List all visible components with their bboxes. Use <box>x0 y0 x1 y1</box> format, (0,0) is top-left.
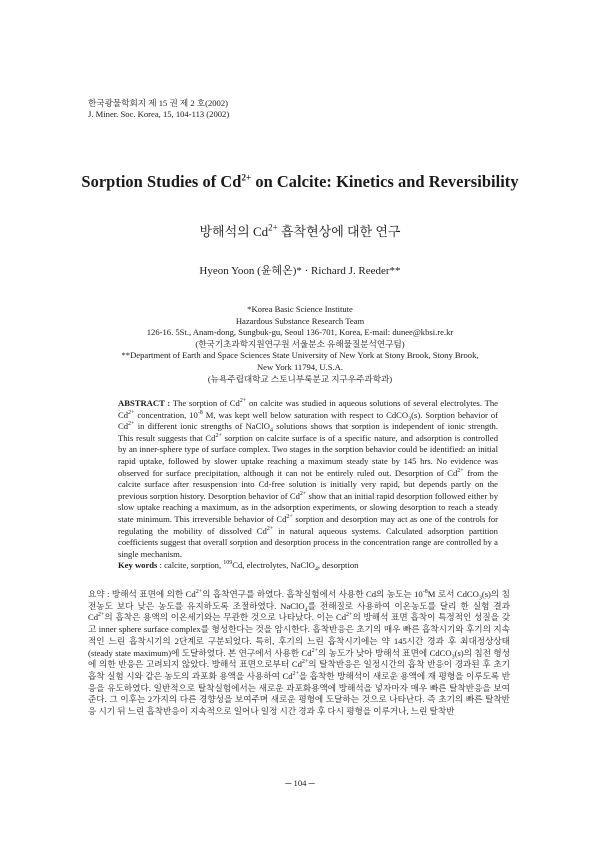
affiliation-line: Hazardous Substance Research Team <box>235 315 365 326</box>
affiliation-line: **Department of Earth and Space Sciences State University of New York at Stony Brook, Stony Brook, <box>121 350 479 361</box>
text-run: 의 방해석 표면 흡착이 특정적인 성질을 갖고 inner sphere surface complex를 형성한다는 것을 암시한다. 흡착반응은 초기의 매우 빠른 흡착시기와 후기의 지속적인 느린 흡착시기의 2단계로 구분되었다. 특히, 후기의 느린 흡착시기에는 약 145시간 경과 후 최대정상상태 (steady state maximum)에 도달하였다. 본 연구에서 사용한 Cd <box>88 612 510 658</box>
superscript: -8 <box>197 409 203 416</box>
subscript: 3 <box>408 416 412 423</box>
korean-abstract-body <box>88 589 510 716</box>
paper-title-part1: Sorption Studies of Cd <box>81 172 242 191</box>
english-abstract <box>118 398 498 560</box>
subscript: 4 <box>304 607 308 614</box>
journal-citation <box>88 98 229 120</box>
text-run: on calcite was studied in aqueous solutions of several electrolytes. The Cd <box>118 398 498 420</box>
superscript: 2+ <box>98 612 105 619</box>
korean-title-part2: 흡착현상에 대한 연구 <box>277 224 401 239</box>
text-run: M, was kept well below saturation with respect to CdCO <box>202 409 409 420</box>
superscript: 2+ <box>299 490 307 497</box>
affiliation-line: *Korea Basic Science Institute <box>247 304 353 314</box>
paper-title-part2: on Calcite: Kinetics and Reversibility <box>251 172 519 191</box>
superscript: 2+ <box>311 647 318 654</box>
superscript: -8 <box>422 589 428 596</box>
text-run: 요약 : 방해석 표면에 의한 Cd <box>88 589 196 599</box>
superscript: 2+ <box>266 525 274 532</box>
text-run: from the calcite surface after resuspension into Cd-free solution is initially very rapid, but depends partly on the previous sorption history. Desorption behavior of Cd <box>118 467 498 501</box>
affiliations <box>0 304 600 385</box>
text-run: , desorption <box>317 560 359 570</box>
superscript: 2+ <box>128 409 135 416</box>
journal-citation-english: J. Miner. Soc. Korea, 15, 104-113 (2002) <box>88 109 230 119</box>
affiliation-line: New York 11794, U.S.A. <box>256 361 344 372</box>
text-run: : calcite, sorption, <box>157 560 224 570</box>
text-run: 을 흡착한 방해석이 새로운 용액에 재 평형을 이루도록 반응을 유도하였다. 일반적으로 탈착실험에서는 새로운 과포화용액에 방해석을 넣자마자 매우 빠른 탈착반응을 보여준다. 그 이후는 2가지의 다른 경향성을 보여주며 새로운 평형에 도달하는 것으로 나타난다. 즉 초기의 빠른 탈착반응 시기 뒤 느린 흡착반응이 지속적으로 일어나 일정 시간 경과 후 다시 평형을 이루거나, 느린 탈착반 <box>88 670 510 717</box>
superscript: 2+ <box>301 659 309 666</box>
text-run: in natural aqueous systems. Calculated adsorption partition coefficients suggest that overall sorption and desorption process in the concentration range are controlled by a single mechanism. <box>118 525 498 559</box>
text-run: (s). Sorption behavior of Cd <box>118 409 498 432</box>
superscript: 2+ <box>239 398 247 405</box>
paper-title-superscript: 2+ <box>241 172 252 183</box>
text-run: in different ionic strengths of NaClO <box>134 421 270 432</box>
abstract-label: ABSTRACT : <box>118 398 171 408</box>
text-run: The sorption of Cd <box>170 398 240 408</box>
affiliation-line: (한국기초과학지원연구원 서울분소 유해물질분석연구팀) <box>195 338 405 349</box>
paper-title <box>0 172 600 192</box>
text-run: Cd, electrolytes, NaClO <box>232 560 315 570</box>
superscript: 2+ <box>215 432 222 439</box>
affiliation-line: 126-16. 5St., Anam-dong, Sungbuk-gu, Seoul 136-701, Korea, E-mail: dunee@kbsi.re.kr <box>146 327 454 338</box>
superscript: 2+ <box>457 467 464 474</box>
text-run: 의 흡착은 용액의 이온세기와는 무관한 것으로 나타났다. 이는 Cd <box>104 612 347 623</box>
superscript: 2+ <box>286 514 293 521</box>
text-run: 의 농도가 낮아 방해석 표면에 CdCO <box>317 647 452 658</box>
subscript: 4 <box>314 566 318 573</box>
text-run: solutions shows that sorption is independent of ionic strength. This result suggests that Cd <box>118 421 498 443</box>
korean-title-part1: 방해석의 Cd <box>199 224 269 239</box>
superscript: 2+ <box>128 421 135 428</box>
keywords <box>118 560 518 571</box>
superscript: 2+ <box>292 671 299 678</box>
superscript: 109 <box>223 560 233 567</box>
text-run: show that an initial rapid desorption followed either by slow uptake reaching a maximum, as in the adsorption experiments, or slowing desorption to reach a steady state minimum. This irreversible behavior of Cd <box>118 490 499 524</box>
text-run: (s)의 침전 형성에 의한 반응은 고려되지 않았다. 방해석 표면으로부터 Cd <box>88 647 510 670</box>
korean-title <box>0 221 600 240</box>
text-run: (s)의 침전농도 보다 낮은 농도를 유지하도록 조절하였다. NaClO <box>88 589 510 611</box>
keywords-body <box>157 560 359 573</box>
subscript: 3 <box>451 654 455 661</box>
subscript: 3 <box>478 595 482 602</box>
text-run: concentration, 10 <box>134 409 198 420</box>
keywords-label: Key words <box>118 560 158 570</box>
superscript: 2+ <box>346 612 353 619</box>
korean-abstract <box>88 589 510 718</box>
text-run: M 로서 CdCO <box>427 589 479 599</box>
text-run: 의 흡착연구를 하였다. 흡착실험에서 사용한 Cd의 농도는 10 <box>202 589 423 599</box>
text-run: sorption on calcite surface is of a specific nature, and adsorption is controlled by an inner-sphere type of surface complex. Two stages in the sorption behavior could be identified: an initial rapid uptake, followed by slower uptake reaching a maximum steady state by 145 hrs. No evidence was observed for surface precipitation, although it can not be entirely ruled out. Desorption of Cd <box>118 432 498 478</box>
text-run: sorption and desorption may act as one of the controls for regulating the mobility of dissolved Cd <box>118 513 498 536</box>
superscript: 2+ <box>195 589 203 596</box>
page-number: ─ 104 ─ <box>285 778 315 788</box>
affiliation-line: (뉴욕주립대학교 스토니부룩분교 지구우주과학과) <box>207 373 393 384</box>
author-line: Hyeon Yoon (윤혜온)* · Richard J. Reeder** <box>199 265 401 277</box>
text-run: 를 전해질로 사용하여 이온농도를 달리 한 실험 결과 Cd <box>88 600 510 623</box>
text-run: 의 탈착반응은 일정시간의 흡착 반응이 경과된 후 초기 흡착 실험 시와 같은 농도의 과포화 용액을 사용하여 Cd <box>88 659 510 681</box>
korean-title-superscript: 2+ <box>268 222 278 233</box>
subscript: 4 <box>269 427 273 434</box>
abstract-body <box>118 398 498 559</box>
journal-citation-korean: 한국광물학회지 제 15 권 제 2 호(2002) <box>88 98 229 108</box>
